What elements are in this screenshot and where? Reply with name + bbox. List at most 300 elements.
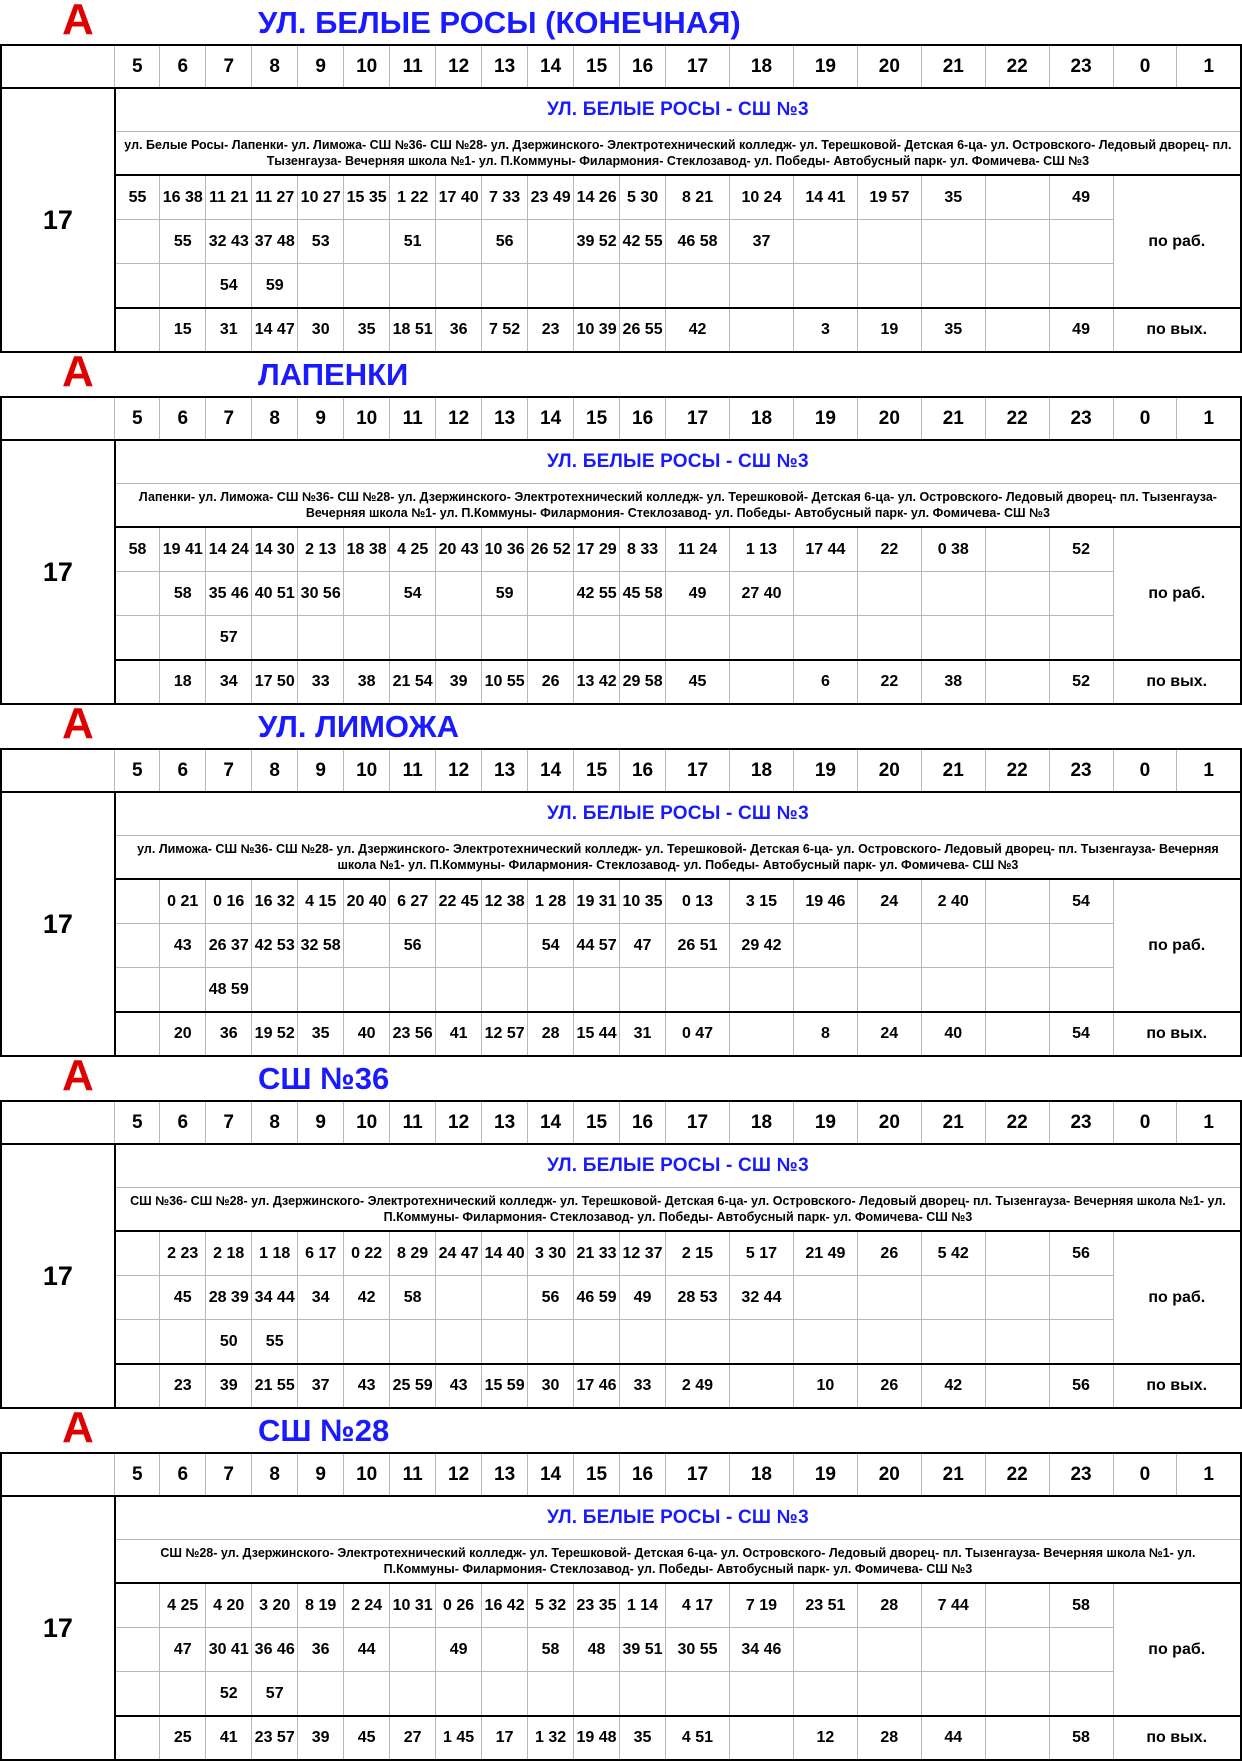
departure-cell: 30 41 <box>206 1628 252 1672</box>
departure-cell: 30 <box>528 1364 574 1408</box>
hour-cell: 5 <box>115 1101 160 1144</box>
departure-cell: 24 <box>857 879 921 924</box>
departure-cell: 54 <box>528 924 574 968</box>
departure-cell: 6 17 <box>298 1231 344 1276</box>
departure-cell: 42 <box>666 308 730 352</box>
weekend-label: по вых. <box>1113 660 1241 704</box>
hour-cell: 22 <box>985 45 1049 88</box>
weekend-row <box>1 308 1241 352</box>
departure-cell: 13 42 <box>574 660 620 704</box>
departure-cell: 44 57 <box>574 924 620 968</box>
hour-cell: 14 <box>528 397 574 440</box>
departure-cell <box>160 1320 206 1365</box>
departure-cell <box>1049 1320 1113 1365</box>
hour-cell: 10 <box>344 45 390 88</box>
departure-cell: 18 38 <box>344 527 390 572</box>
departure-cell: 2 23 <box>160 1231 206 1276</box>
departure-cell <box>985 1276 1049 1320</box>
destination-row <box>1 88 1241 132</box>
departure-cell: 16 32 <box>252 879 298 924</box>
departure-cell: 16 38 <box>160 175 206 220</box>
route-number: 17 <box>1 792 115 1056</box>
departure-cell <box>482 616 528 661</box>
departure-cell: 20 43 <box>436 527 482 572</box>
departure-cell: 7 44 <box>921 1583 985 1628</box>
departure-cell <box>921 1320 985 1365</box>
stop-header <box>0 347 1242 396</box>
departure-cell: 0 22 <box>344 1231 390 1276</box>
hour-cell: 17 <box>666 749 730 792</box>
stop-schedule-block <box>0 1403 1242 1760</box>
hour-cell: 9 <box>298 1101 344 1144</box>
departure-cell: 6 27 <box>390 879 436 924</box>
hour-cell: 20 <box>857 397 921 440</box>
departure-cell: 15 44 <box>574 1012 620 1056</box>
departure-cell: 51 <box>390 220 436 264</box>
departure-cell: 33 <box>298 660 344 704</box>
departure-cell: 36 <box>206 1012 252 1056</box>
departure-cell: 42 55 <box>574 572 620 616</box>
departure-cell <box>985 220 1049 264</box>
departure-cell <box>115 264 160 309</box>
departure-cell <box>436 220 482 264</box>
departure-cell <box>115 879 160 924</box>
departure-cell: 7 19 <box>729 1583 793 1628</box>
departure-cell <box>985 968 1049 1013</box>
departure-cell <box>793 264 857 309</box>
departure-cell <box>160 968 206 1013</box>
destination-row <box>1 1496 1241 1540</box>
departure-cell: 31 <box>620 1012 666 1056</box>
departure-cell: 7 33 <box>482 175 528 220</box>
departure-cell: 39 51 <box>620 1628 666 1672</box>
departure-cell <box>115 616 160 661</box>
departure-cell: 36 46 <box>252 1628 298 1672</box>
destination-row <box>1 1144 1241 1188</box>
hour-cell: 16 <box>620 1453 666 1496</box>
departure-cell <box>620 1320 666 1365</box>
departure-cell: 57 <box>206 616 252 661</box>
departure-cell: 42 <box>921 1364 985 1408</box>
departure-cell <box>1049 616 1113 661</box>
hour-cell: 0 <box>1113 397 1177 440</box>
departure-cell <box>344 924 390 968</box>
departure-cell <box>298 264 344 309</box>
hour-cell: 15 <box>574 45 620 88</box>
departure-cell: 1 28 <box>528 879 574 924</box>
departure-cell <box>344 264 390 309</box>
departure-cell <box>1049 1672 1113 1717</box>
departure-cell <box>921 616 985 661</box>
departure-cell: 23 <box>528 308 574 352</box>
hour-cell: 19 <box>793 1101 857 1144</box>
departure-cell: 5 17 <box>729 1231 793 1276</box>
departure-cell: 0 47 <box>666 1012 730 1056</box>
departure-cell <box>985 308 1049 352</box>
departure-cell <box>793 924 857 968</box>
departure-cell: 17 40 <box>436 175 482 220</box>
weekend-row <box>1 1364 1241 1408</box>
weekend-label: по вых. <box>1113 1012 1241 1056</box>
hour-cell: 8 <box>252 397 298 440</box>
departure-cell <box>729 1716 793 1760</box>
departure-cell: 44 <box>344 1628 390 1672</box>
hour-cell: 9 <box>298 1453 344 1496</box>
departure-cell <box>985 1231 1049 1276</box>
departure-cell: 35 <box>921 175 985 220</box>
departure-cell <box>298 1320 344 1365</box>
departure-cell: 59 <box>482 572 528 616</box>
departure-cell <box>729 968 793 1013</box>
departure-cell: 19 <box>857 308 921 352</box>
departure-cell: 25 59 <box>390 1364 436 1408</box>
weekday-row <box>1 968 1241 1013</box>
weekday-row <box>1 1628 1241 1672</box>
departure-cell: 21 33 <box>574 1231 620 1276</box>
departure-cell: 35 46 <box>206 572 252 616</box>
hour-cell: 14 <box>528 749 574 792</box>
hour-cell: 21 <box>921 45 985 88</box>
departure-cell: 55 <box>115 175 160 220</box>
weekday-row <box>1 220 1241 264</box>
departure-cell: 45 <box>160 1276 206 1320</box>
departure-cell <box>985 616 1049 661</box>
departure-cell: 40 <box>344 1012 390 1056</box>
departure-cell <box>528 220 574 264</box>
departure-cell <box>298 1672 344 1717</box>
departure-cell <box>985 1320 1049 1365</box>
departure-cell <box>436 1320 482 1365</box>
departure-cell: 58 <box>115 527 160 572</box>
departure-cell: 35 <box>620 1716 666 1760</box>
hours-header-row <box>1 1453 1241 1496</box>
hour-cell: 22 <box>985 1453 1049 1496</box>
departure-cell: 11 24 <box>666 527 730 572</box>
departure-cell <box>985 879 1049 924</box>
hour-cell: 18 <box>730 45 794 88</box>
departure-cell: 21 49 <box>793 1231 857 1276</box>
hour-cell: 0 <box>1113 1453 1177 1496</box>
weekday-label: по раб. <box>1113 175 1241 308</box>
departure-cell <box>482 1276 528 1320</box>
departure-cell: 58 <box>528 1628 574 1672</box>
departure-cell <box>482 264 528 309</box>
hour-cell: 13 <box>482 749 528 792</box>
departure-cell: 3 <box>793 308 857 352</box>
hour-cell: 17 <box>666 397 730 440</box>
departure-cell: 3 30 <box>528 1231 574 1276</box>
weekday-row <box>1 1276 1241 1320</box>
hour-cell: 9 <box>298 397 344 440</box>
departure-cell: 41 <box>206 1716 252 1760</box>
departure-cell: 18 51 <box>390 308 436 352</box>
route-path: ул. Лиможа- СШ №36- СШ №28- ул. Дзержинского- Электротехнический колледж- ул. Терешковой- Детская 6-ца- ул. Островского- Ледовый дворец- пл. Тызенгауза- Вечерняя школа №1- ул. П.Коммуны- Филармония- Стеклозавод- ул. Победы- Автобусный парк- ул. Фомичева- СШ №3 <box>115 836 1241 880</box>
departure-cell: 56 <box>482 220 528 264</box>
hour-cell: 23 <box>1049 397 1113 440</box>
departure-cell <box>985 1012 1049 1056</box>
hour-cell: 22 <box>985 397 1049 440</box>
departure-cell <box>390 1628 436 1672</box>
departure-cell: 37 <box>298 1364 344 1408</box>
departure-cell <box>857 1320 921 1365</box>
hour-cell: 7 <box>206 749 252 792</box>
weekend-label: по вых. <box>1113 1364 1241 1408</box>
weekday-row <box>1 1320 1241 1365</box>
departure-cell <box>985 264 1049 309</box>
departure-cell: 1 18 <box>252 1231 298 1276</box>
hour-cell: 21 <box>921 1453 985 1496</box>
departure-cell: 37 48 <box>252 220 298 264</box>
departure-cell <box>793 616 857 661</box>
route-path: ул. Белые Росы- Лапенки- ул. Лиможа- СШ №36- СШ №28- ул. Дзержинского- Электротехнический колледж- ул. Терешковой- Детская 6-ца- ул. Островского- Ледовый дворец- пл. Тызенгауза- Вечерняя школа №1- ул. П.Коммуны- Филармония- Стеклозавод- ул. Победы- Автобусный парк- ул. Фомичева- СШ №3 <box>115 132 1241 176</box>
departure-cell: 6 <box>793 660 857 704</box>
stop-title: СШ №36 <box>258 1061 390 1096</box>
departure-cell: 48 <box>574 1628 620 1672</box>
stop-header <box>0 0 1242 44</box>
departure-cell <box>528 264 574 309</box>
departure-cell <box>921 572 985 616</box>
departure-cell: 0 38 <box>921 527 985 572</box>
departure-cell <box>574 1672 620 1717</box>
departure-cell: 1 45 <box>436 1716 482 1760</box>
departure-cell: 2 24 <box>344 1583 390 1628</box>
departure-cell: 39 <box>298 1716 344 1760</box>
departure-cell: 8 29 <box>390 1231 436 1276</box>
departure-cell <box>1049 1276 1113 1320</box>
hour-cell: 8 <box>252 1101 298 1144</box>
departure-cell: 36 <box>298 1628 344 1672</box>
stop-header <box>0 1403 1242 1452</box>
departure-cell: 10 55 <box>482 660 528 704</box>
departure-cell: 10 27 <box>298 175 344 220</box>
departure-cell: 17 44 <box>793 527 857 572</box>
departure-cell: 28 <box>528 1012 574 1056</box>
hour-cell: 7 <box>206 1101 252 1144</box>
departure-cell: 33 <box>620 1364 666 1408</box>
departure-cell: 52 <box>1049 660 1113 704</box>
hours-header-row <box>1 1101 1241 1144</box>
weekend-label: по вых. <box>1113 1716 1241 1760</box>
departure-cell <box>482 1320 528 1365</box>
hour-cell: 12 <box>436 1453 482 1496</box>
departure-cell: 54 <box>390 572 436 616</box>
departure-cell: 45 58 <box>620 572 666 616</box>
departure-cell <box>857 1628 921 1672</box>
hour-cell: 14 <box>528 45 574 88</box>
hour-cell: 9 <box>298 749 344 792</box>
departure-cell: 4 25 <box>390 527 436 572</box>
hour-cell: 16 <box>620 45 666 88</box>
hour-cell: 10 <box>344 1101 390 1144</box>
hour-cell: 13 <box>482 1101 528 1144</box>
hour-cell: 7 <box>206 1453 252 1496</box>
weekend-row <box>1 1012 1241 1056</box>
departure-cell: 38 <box>344 660 390 704</box>
departure-cell: 56 <box>528 1276 574 1320</box>
hour-cell: 20 <box>857 1101 921 1144</box>
departure-cell: 0 16 <box>206 879 252 924</box>
departure-cell <box>985 1628 1049 1672</box>
departure-cell: 2 15 <box>666 1231 730 1276</box>
departure-cell <box>729 1364 793 1408</box>
timetable <box>0 748 1242 1057</box>
route-path-row <box>1 836 1241 880</box>
hour-cell: 16 <box>620 397 666 440</box>
departure-cell: 4 15 <box>298 879 344 924</box>
departure-cell <box>115 1628 160 1672</box>
departure-cell <box>436 924 482 968</box>
bus-type-letter: А <box>62 1051 94 1100</box>
departure-cell: 11 21 <box>206 175 252 220</box>
departure-cell <box>1049 220 1113 264</box>
departure-cell <box>1049 968 1113 1013</box>
departure-cell <box>528 1320 574 1365</box>
departure-cell: 19 41 <box>160 527 206 572</box>
departure-cell: 0 26 <box>436 1583 482 1628</box>
stop-schedule-block <box>0 699 1242 1056</box>
departure-cell <box>390 616 436 661</box>
departure-cell: 22 45 <box>436 879 482 924</box>
departure-cell: 12 38 <box>482 879 528 924</box>
departure-cell <box>528 1672 574 1717</box>
route-path-row <box>1 1540 1241 1584</box>
hour-cell: 19 <box>793 397 857 440</box>
stop-title: УЛ. ЛИМОЖА <box>258 709 460 744</box>
departure-cell <box>436 572 482 616</box>
departure-cell <box>344 1320 390 1365</box>
departure-cell <box>344 968 390 1013</box>
departure-cell: 24 <box>857 1012 921 1056</box>
departure-cell <box>730 616 794 661</box>
corner-cell <box>1 749 115 792</box>
corner-cell <box>1 1101 115 1144</box>
departure-cell: 29 58 <box>620 660 666 704</box>
departure-cell: 36 <box>436 308 482 352</box>
departure-cell: 39 <box>436 660 482 704</box>
departure-cell <box>115 968 160 1013</box>
departure-cell <box>985 1583 1049 1628</box>
departure-cell <box>115 1364 160 1408</box>
hour-cell: 1 <box>1177 749 1241 792</box>
departure-cell: 43 <box>436 1364 482 1408</box>
departure-cell: 47 <box>620 924 666 968</box>
hour-cell: 13 <box>482 1453 528 1496</box>
hour-cell: 6 <box>160 45 206 88</box>
departure-cell <box>574 968 620 1013</box>
weekday-row <box>1 572 1241 616</box>
departure-cell <box>793 1276 857 1320</box>
hour-cell: 18 <box>729 1101 793 1144</box>
departure-cell: 54 <box>206 264 252 309</box>
departure-cell <box>390 968 436 1013</box>
departure-cell <box>985 1672 1049 1717</box>
departure-cell: 47 <box>160 1628 206 1672</box>
departure-cell: 29 42 <box>729 924 793 968</box>
departure-cell <box>730 308 794 352</box>
departure-cell <box>160 264 206 309</box>
departure-cell <box>115 660 160 704</box>
departure-cell <box>390 1320 436 1365</box>
departure-cell <box>857 616 921 661</box>
departure-cell: 0 21 <box>160 879 206 924</box>
departure-cell: 23 51 <box>793 1583 857 1628</box>
route-destination: УЛ. БЕЛЫЕ РОСЫ - СШ №3 <box>115 88 1241 132</box>
departure-cell <box>793 1672 857 1717</box>
destination-row <box>1 792 1241 836</box>
departure-cell: 28 39 <box>206 1276 252 1320</box>
corner-cell <box>1 45 115 88</box>
departure-cell: 23 57 <box>252 1716 298 1760</box>
hour-cell: 1 <box>1177 45 1241 88</box>
corner-cell <box>1 397 115 440</box>
departure-cell: 54 <box>1049 1012 1113 1056</box>
hour-cell: 12 <box>436 45 482 88</box>
departure-cell: 17 <box>482 1716 528 1760</box>
departure-cell: 55 <box>252 1320 298 1365</box>
weekday-row <box>1 1583 1241 1628</box>
hour-cell: 12 <box>436 397 482 440</box>
stop-schedule-block <box>0 1051 1242 1408</box>
departure-cell: 34 <box>298 1276 344 1320</box>
departure-cell <box>436 616 482 661</box>
departure-cell: 35 <box>344 308 390 352</box>
departure-cell: 55 <box>160 220 206 264</box>
route-number: 17 <box>1 88 115 352</box>
hour-cell: 9 <box>298 45 344 88</box>
departure-cell <box>730 264 794 309</box>
departure-cell: 58 <box>160 572 206 616</box>
departure-cell <box>115 1672 160 1717</box>
departure-cell <box>620 1672 666 1717</box>
departure-cell <box>390 264 436 309</box>
departure-cell <box>436 1672 482 1717</box>
departure-cell: 24 47 <box>436 1231 482 1276</box>
departure-cell <box>729 1012 793 1056</box>
departure-cell: 14 24 <box>206 527 252 572</box>
route-path-row <box>1 1188 1241 1232</box>
departure-cell: 38 <box>921 660 985 704</box>
departure-cell <box>921 1276 985 1320</box>
hour-cell: 16 <box>620 749 666 792</box>
departure-cell <box>985 1716 1049 1760</box>
departure-cell: 34 <box>206 660 252 704</box>
weekday-row <box>1 924 1241 968</box>
departure-cell: 1 14 <box>620 1583 666 1628</box>
departure-cell: 17 29 <box>574 527 620 572</box>
departure-cell: 2 49 <box>666 1364 730 1408</box>
departure-cell <box>115 924 160 968</box>
weekday-label: по раб. <box>1113 1231 1241 1364</box>
departure-cell: 15 59 <box>482 1364 528 1408</box>
departure-cell: 15 <box>160 308 206 352</box>
departure-cell: 1 22 <box>390 175 436 220</box>
hour-cell: 1 <box>1177 397 1241 440</box>
route-destination: УЛ. БЕЛЫЕ РОСЫ - СШ №3 <box>115 1496 1241 1540</box>
departure-cell <box>620 616 666 661</box>
stop-schedule-block <box>0 0 1242 352</box>
destination-row <box>1 440 1241 484</box>
departure-cell: 56 <box>1049 1364 1113 1408</box>
departure-cell: 46 59 <box>574 1276 620 1320</box>
weekday-row <box>1 175 1241 220</box>
departure-cell <box>436 968 482 1013</box>
departure-cell: 32 58 <box>298 924 344 968</box>
departure-cell: 20 <box>160 1012 206 1056</box>
departure-cell <box>482 1628 528 1672</box>
departure-cell: 27 <box>390 1716 436 1760</box>
stop-title: ЛАПЕНКИ <box>258 357 409 392</box>
departure-cell <box>793 220 857 264</box>
